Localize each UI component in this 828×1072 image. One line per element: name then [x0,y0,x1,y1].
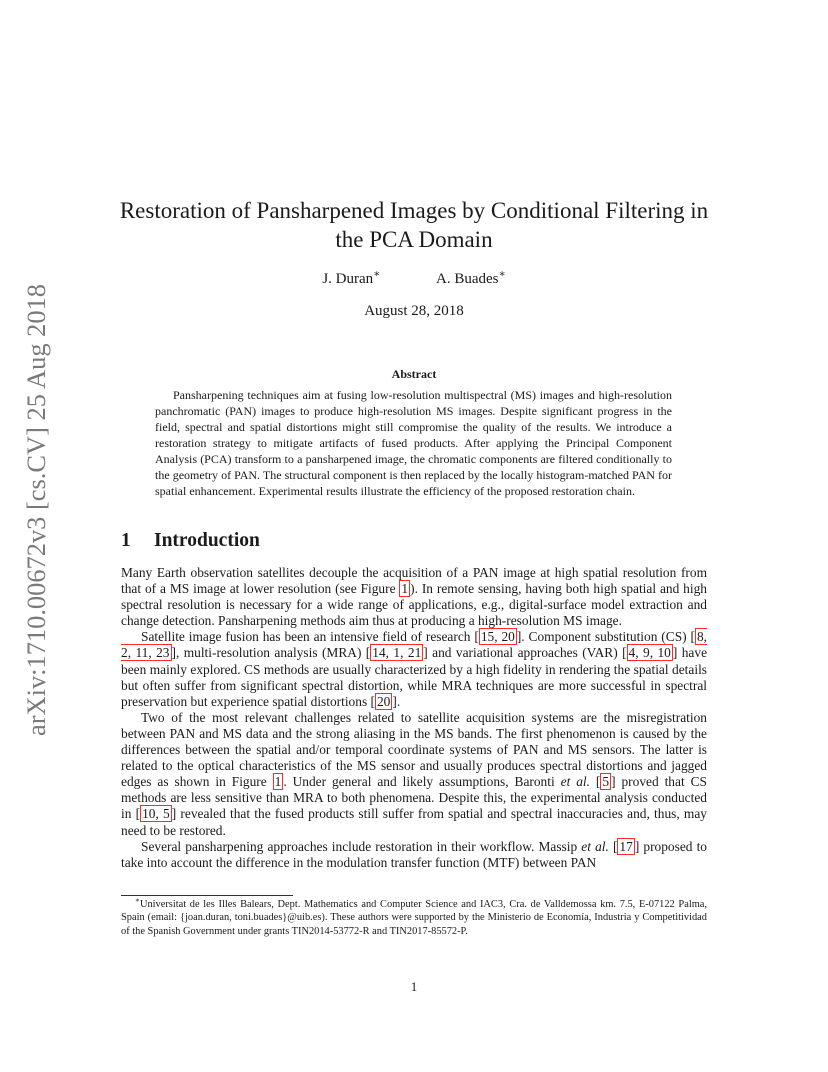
arxiv-watermark [15,280,55,740]
abstract-heading: Abstract [391,367,437,381]
paragraph: Several pansharpening approaches include restoration in their workflow. Massip et al. [ 17 ] proposed to take into account the difference in the modulation transfer function (MTF) between PAN [121,838,707,870]
author: J. Duran∗ [322,269,381,287]
paragraph: Satellite image fusion has been an intensive field of research [ 15, 20 ]. Component substitution (CS) [ 8, 2, 11, 23 ], multi-resolution analysis (MRA) [ 14, 1, 21 ] and variational approaches (VAR) [ 4, 9, 10 ] have been mainly explored. CS methods are usually characterized by a high fidelity in rendering the spatial details but often suffer from significant spectral distortion, while MRA techniques are more successful in spectral preservation but experience spatial distortions [ 20 ]. [121,629,708,709]
footnote: ∗Universitat de les Illes Balears, Dept. Mathematics and Computer Science and IAC3, Cra. de Valldemossa km. 7.5, E-07122 Palma, Spain (email: {joan.duran, toni.buades}@uib.es). These authors were supported by the Ministerio de Economía, Industria y Competitividad of the Spanish Government under grants TIN2014-53772-R and TIN2017-85572-P. [121,896,707,937]
paragraph: Two of the most relevant challenges related to satellite acquisition systems are the misregistration between PAN and MS data and the strong aliasing in the MS bands. The first phenomenon is caused by the differences between the spatial and/or temporal coordinate systems of PAN and MS sensors. The latter is related to the optical characteristics of the MS sensor and usually produces spectral distortions and jagged edges as shown in Figure 1 . Under general and likely assumptions, Baronti et al. [ 5 ] proved that CS methods are less sensitive than MRA to both phenomena. Despite this, the experimental analysis conducted in [ 10, 5 ] revealed that the fused products still suffer from spatial and spectral inaccuracies and, thus, may need to be restored. [121,709,707,838]
section-number: 1 [121,530,131,551]
citation-link[interactable]: 4, 9, 10 [628,645,671,661]
paragraph: Many Earth observation satellites decouple the acquisition of a PAN image at high spatial resolution from that of a MS image at lower resolution (see Figure 1 ). In remote sensing, having both high spatial and high spectral resolution is necessary for a wide range of applications, e.g., digital-surface model extraction and change detection. Pansharpening methods aim thus at producing a high-resolution MS image. [121,565,707,629]
paper-title: Restoration of Pansharpened Images by Conditional Filtering in the PCA Domain [119,198,709,252]
footnote-rule [121,895,293,896]
figure-link[interactable]: 1 [274,774,282,790]
author: A. Buades∗ [436,269,506,287]
citation-link[interactable]: 10, 5 [142,806,170,822]
section-title: Introduction [154,530,260,551]
citation-link[interactable]: 20 [376,693,391,709]
figure-link[interactable]: 1 [401,581,409,597]
citation-link[interactable]: 8, 2, 11, 23 [121,629,707,661]
citation-link[interactable]: 5 [602,774,610,790]
paper-date: August 28, 2018 [364,303,464,319]
abstract-text: Pansharpening techniques aim at fusing low-resolution multispectral (MS) images and high-resolution panchromatic (PAN) images to produce high-resolution MS images. Despite significant progress in the field, spectral and spatial distortions might still compromise the quality of the results. We introduce a restoration strategy to mitigate artifacts of fused products. After applying the Principal Component Analysis (PCA) transform to a pansharpened image, the chromatic components are filtered conditionally to the geometry of PAN. The structural component is then replaced by the locally histogram-matched PAN for spatial enhancement. Experimental results illustrate the efficiency of the proposed restoration chain. [155,388,672,498]
arxiv-watermark-text: arXiv:1710.00672v3 [cs.CV] 25 Aug 2018 [21,282,51,736]
section-heading [121,530,260,552]
citation-link[interactable]: 17 [619,838,633,854]
body-text [121,565,707,871]
citation-link[interactable]: 14, 1, 21 [372,645,422,661]
author-list [0,271,828,288]
citation-link[interactable]: 15, 20 [480,629,515,645]
page-number: 1 [410,979,418,994]
